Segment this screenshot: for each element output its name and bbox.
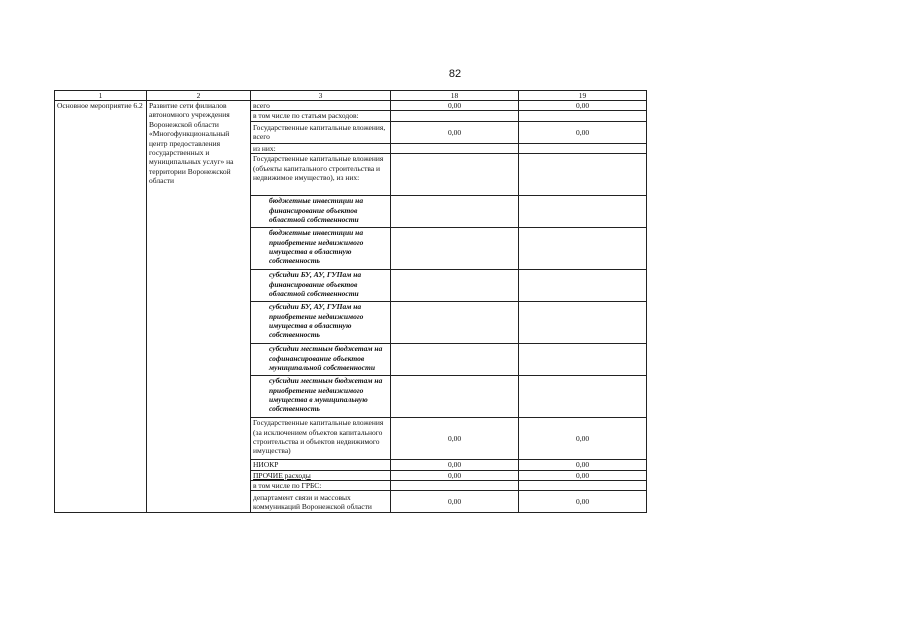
row-label: Государственные капитальные вложения (объекты капитального строительства и недвижимое имущество), из них: — [251, 154, 391, 196]
row-label: субсидии местным бюджетам на приобретение недвижимого имущества в муниципальную собственность — [251, 376, 391, 418]
value-col-18: 0,00 — [391, 121, 519, 143]
value-col-18: 0,00 — [391, 460, 519, 470]
table-row — [55, 101, 647, 111]
row-label: Государственные капитальные вложения, всего — [251, 121, 391, 143]
value-col-18: 0,00 — [391, 491, 519, 513]
row-label: департамент связи и массовых коммуникаций Воронежской области — [251, 491, 391, 513]
column-number-row — [55, 91, 647, 101]
value-col-19 — [519, 481, 647, 491]
row-label: НИОКР — [251, 460, 391, 470]
activity-description-cell: Развитие сети филиалов автономного учреждения Воронежской области «Многофункциональный центр предоставления государственных и муниципальных услуг» на территории Воронежской области — [147, 101, 251, 513]
value-col-18 — [391, 481, 519, 491]
value-col-18 — [391, 111, 519, 121]
value-col-19: 0,00 — [519, 491, 647, 513]
value-col-19: 0,00 — [519, 470, 647, 480]
value-col-18 — [391, 270, 519, 302]
value-col-19: 0,00 — [519, 101, 647, 111]
value-col-18 — [391, 228, 519, 270]
value-col-18: 0,00 — [391, 101, 519, 111]
column-number-3: 3 — [251, 91, 391, 101]
value-col-19 — [519, 154, 647, 196]
activity-name-cell: Основное мероприятие 6.2 — [55, 101, 147, 513]
row-label: субсидии БУ, АУ, ГУПам на финансирование объектов областной собственности — [251, 270, 391, 302]
value-col-19 — [519, 270, 647, 302]
value-col-18: 0,00 — [391, 470, 519, 480]
column-number-18: 18 — [391, 91, 519, 101]
column-number-1: 1 — [55, 91, 147, 101]
value-col-19: 0,00 — [519, 460, 647, 470]
column-number-2: 2 — [147, 91, 251, 101]
value-col-19: 0,00 — [519, 121, 647, 143]
value-col-18 — [391, 344, 519, 376]
value-col-19 — [519, 196, 647, 228]
value-col-19: 0,00 — [519, 418, 647, 460]
value-col-19 — [519, 228, 647, 270]
column-number-19: 19 — [519, 91, 647, 101]
value-col-19 — [519, 302, 647, 344]
value-col-19 — [519, 111, 647, 121]
value-col-18 — [391, 154, 519, 196]
value-col-19 — [519, 143, 647, 153]
value-col-19 — [519, 344, 647, 376]
row-label: субсидии БУ, АУ, ГУПам на приобретение недвижимого имущества в областную собственность — [251, 302, 391, 344]
row-label: бюджетные инвестиции на приобретение недвижимого имущества в областную собственность — [251, 228, 391, 270]
row-label: Государственные капитальные вложения (за исключением объектов капитального строительства и объектов недвижимого имущества) — [251, 418, 391, 460]
value-col-18: 0,00 — [391, 418, 519, 460]
page-number: 82 — [448, 68, 462, 80]
value-col-18 — [391, 376, 519, 418]
value-col-18 — [391, 143, 519, 153]
value-col-18 — [391, 196, 519, 228]
row-label: в том числе по ГРБС: — [251, 481, 391, 491]
value-col-19 — [519, 376, 647, 418]
row-label-text: ПРОЧИЕ расходы — [253, 470, 311, 480]
budget-table — [54, 90, 647, 513]
row-label: бюджетные инвестиции на финансирование объектов областной собственности — [251, 196, 391, 228]
row-label: субсидии местным бюджетам на софинансирование объектов муниципальной собственности — [251, 344, 391, 376]
row-label: из них: — [251, 143, 391, 153]
row-label — [251, 470, 391, 480]
row-label: в том числе по статьям расходов: — [251, 111, 391, 121]
value-col-18 — [391, 302, 519, 344]
row-label: всего — [251, 101, 391, 111]
